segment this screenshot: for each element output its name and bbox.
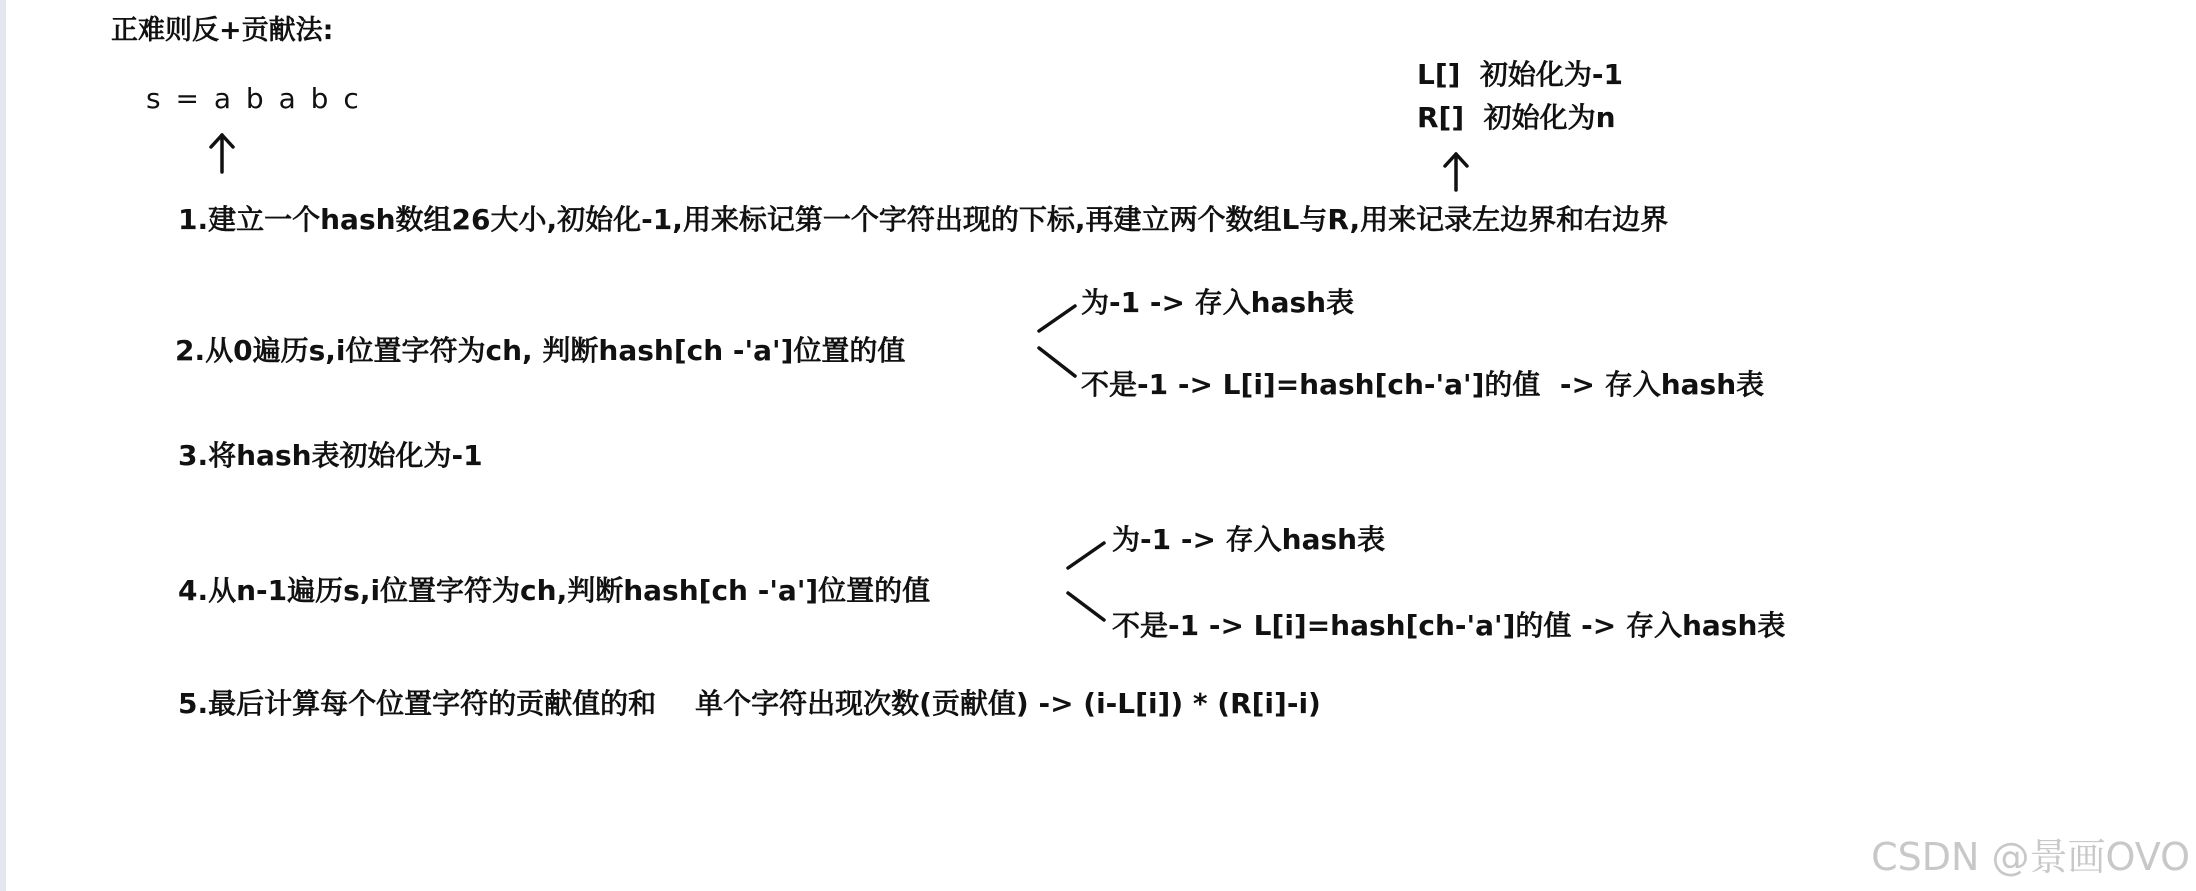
csdn-watermark: CSDN @景画OVO: [1871, 835, 2190, 879]
string-pointer-arrow: [211, 135, 233, 172]
string-definition: s = a b a b c: [146, 82, 362, 115]
step-1: 1.建立一个hash数组26大小,初始化-1,用来标记第一个字符出现的下标,再建立两个数组L与R,用来记录左边界和右边界: [178, 203, 1669, 236]
step-5: 5.最后计算每个位置字符的贡献值的和 单个字符出现次数(贡献值) -> (i-L[i]) * (R[i]-i): [178, 687, 1321, 720]
array-pointer-arrow: [1445, 154, 1467, 190]
step-3: 3.将hash表初始化为-1: [178, 439, 483, 472]
l-array-init: L[] 初始化为-1: [1417, 58, 1624, 91]
step-2-branch-not-minus-one: 不是-1 -> L[i]=hash[ch-'a']的值 -> 存入hash表: [1081, 368, 1765, 401]
page-title: 正难则反+贡献法:: [111, 15, 334, 46]
step-4: 4.从n-1遍历s,i位置字符为ch,判断hash[ch -'a']位置的值: [178, 574, 931, 607]
step-4-branch-minus-one: 为-1 -> 存入hash表: [1112, 523, 1386, 556]
step-4-branch-lines: [1068, 543, 1104, 620]
step-2-branch-minus-one: 为-1 -> 存入hash表: [1081, 286, 1355, 319]
step-2-branch-lines: [1039, 306, 1075, 376]
step-2: 2.从0遍历s,i位置字符为ch, 判断hash[ch -'a']位置的值: [175, 334, 906, 367]
step-4-branch-not-minus-one: 不是-1 -> L[i]=hash[ch-'a']的值 -> 存入hash表: [1112, 609, 1786, 642]
r-array-init: R[] 初始化为n: [1417, 101, 1616, 134]
